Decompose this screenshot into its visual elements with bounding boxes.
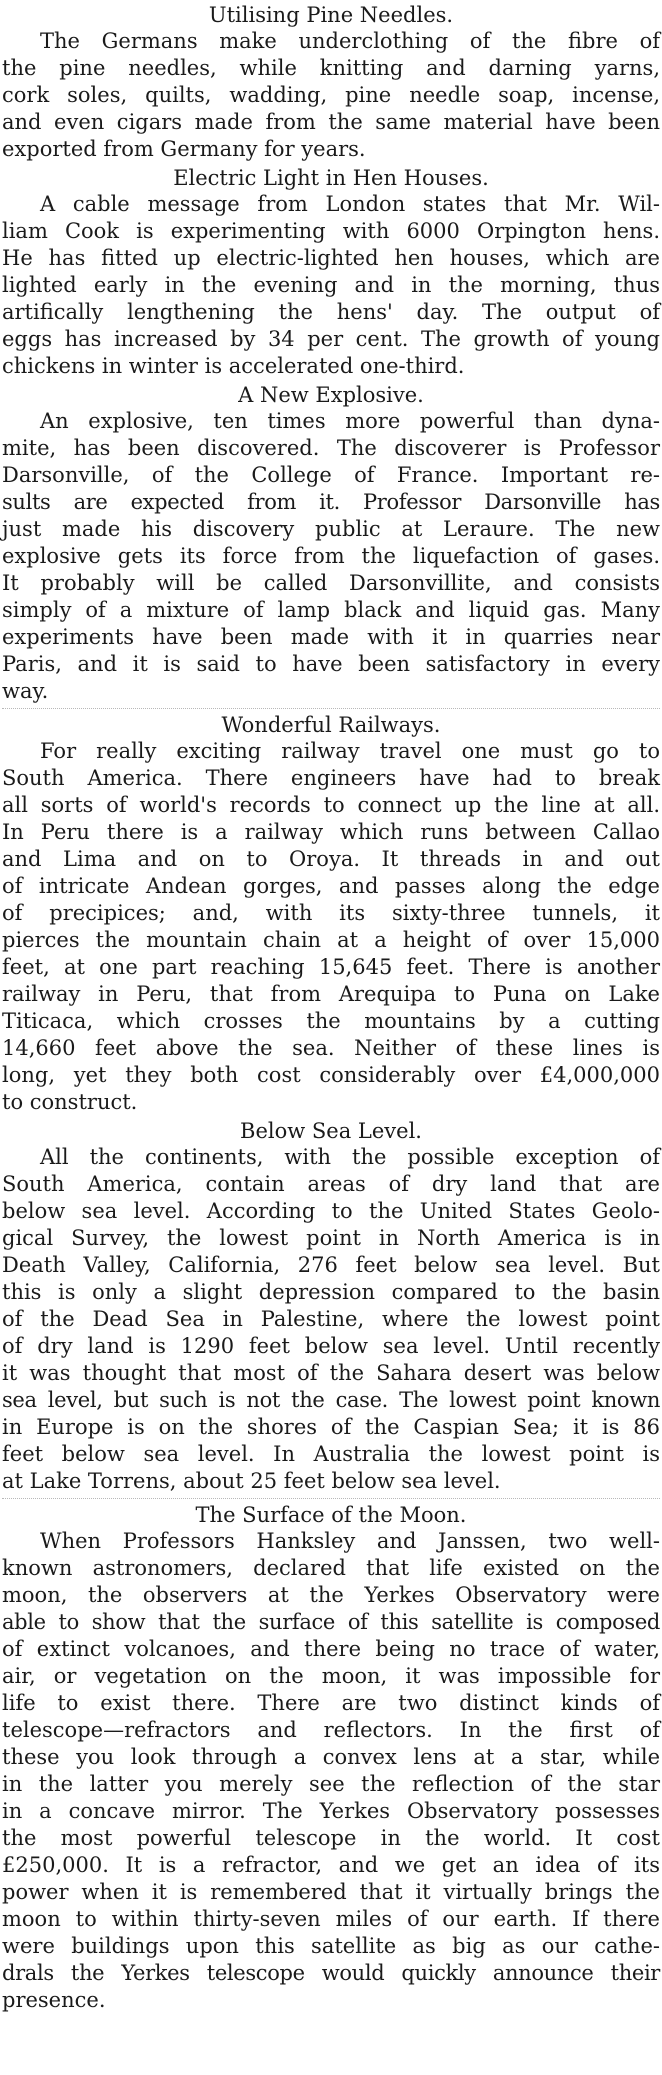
body-line: in Europe is on the shores of the Caspian Sea; it is 86: [2, 1415, 660, 1439]
body-line: power when it is remembered that it virtually brings the: [2, 1880, 660, 1904]
body-line: moon, the observers at the Yerkes Observatory were: [2, 1583, 660, 1607]
body-line: to construct.: [2, 1090, 138, 1114]
body-line: of the Dead Sea in Palestine, where the lowest point: [2, 1307, 660, 1331]
body-line: sea level, but such is not the case. The lowest point known: [2, 1388, 660, 1412]
body-line: artifically lengthening the hens' day. The output of: [2, 300, 660, 324]
body-line: simply of a mixture of lamp black and liquid gas. Many: [2, 598, 660, 622]
article-body: [2, 28, 660, 163]
body-line: An explosive, ten times more powerful than dyna-: [40, 409, 660, 433]
body-line: lighted early in the evening and in the morning, thus: [2, 273, 660, 297]
body-line: mite, has been discovered. The discoverer is Professor: [2, 436, 660, 460]
body-line: 14,660 feet above the sea. Neither of these lines is: [2, 1036, 660, 1060]
body-line: able to show that the surface of this satellite is composed: [2, 1610, 660, 1634]
article-the-surface-of-the-moon: [2, 1500, 660, 2014]
section-divider: [2, 708, 660, 709]
article-headline: The Surface of the Moon.: [195, 1503, 467, 1527]
body-line: the pine needles, while knitting and darning yarns,: [2, 56, 660, 80]
article-body: [2, 1144, 660, 1495]
body-line: and Lima and on to Oroya. It threads in and out: [2, 847, 660, 871]
body-line: life to exist there. There are two distinct kinds of: [2, 1691, 660, 1715]
body-line: moon to within thirty-seven miles of our earth. If there: [2, 1907, 660, 1931]
article-headline: Below Sea Level.: [240, 1119, 422, 1143]
body-line: explosive gets its force from the liquefaction of gases.: [2, 544, 660, 568]
body-line: cork soles, quilts, wadding, pine needle soap, incense,: [2, 83, 660, 107]
body-line: way.: [2, 679, 49, 703]
body-line: Darsonville, of the College of France. Important re-: [2, 463, 660, 487]
body-line: Death Valley, California, 276 feet below sea level. But: [2, 1253, 660, 1277]
body-line: just made his discovery public at Leraure. The new: [2, 517, 660, 541]
body-line: air, or vegetation on the moon, it was impossible for: [2, 1664, 660, 1688]
body-line: South America. There engineers have had to break: [2, 766, 660, 790]
body-line: of dry land is 1290 feet below sea level. Until recently: [2, 1334, 660, 1358]
body-line: It probably will be called Darsonvillite, and consists: [2, 571, 660, 595]
body-line: long, yet they both cost considerably over £4,000,000: [2, 1063, 660, 1087]
body-line: in a concave mirror. The Yerkes Observatory possesses: [2, 1799, 660, 1823]
body-line: and even cigars made from the same material have been: [2, 110, 660, 134]
body-line: All the continents, with the possible exception of: [40, 1145, 660, 1169]
body-line: pierces the mountain chain at a height of over 15,000: [2, 928, 660, 952]
body-line: eggs has increased by 34 per cent. The growth of young: [2, 327, 660, 351]
body-line: Titicaca, which crosses the mountains by a cutting: [2, 1009, 660, 1033]
article-utilising-pine-needles: [2, 0, 660, 163]
body-line: experiments have been made with it in quarries near: [2, 625, 660, 649]
body-line: feet below sea level. In Australia the lowest point is: [2, 1442, 660, 1466]
body-line: exported from Germany for years.: [2, 137, 366, 161]
body-line: telescope—refractors and reflectors. In the first of: [2, 1718, 660, 1742]
body-line: The Germans make underclothing of the fibre of: [40, 29, 660, 53]
body-line: He has fitted up electric-lighted hen houses, which are: [2, 246, 660, 270]
body-line: were buildings upon this satellite as big as our cathe-: [2, 1934, 660, 1958]
body-line: gical Survey, the lowest point in North America is in: [2, 1226, 660, 1250]
article-headline: Electric Light in Hen Houses.: [173, 166, 489, 190]
body-line: it was thought that most of the Sahara desert was below: [2, 1361, 660, 1385]
body-line: known astronomers, declared that life existed on the: [2, 1556, 660, 1580]
body-line: all sorts of world's records to connect up the line at all.: [2, 793, 660, 817]
body-line: the most powerful telescope in the world. It cost: [2, 1826, 660, 1850]
body-line: these you look through a convex lens at a star, while: [2, 1745, 660, 1769]
body-line: below sea level. According to the United States Geolo-: [2, 1199, 660, 1223]
article-body: [2, 738, 660, 1116]
body-line: liam Cook is experimenting with 6000 Orpington hens.: [2, 219, 660, 243]
body-line: chickens in winter is accelerated one-third.: [2, 354, 465, 378]
article-below-sea-level: [2, 1116, 660, 1495]
body-line: sults are expected from it. Professor Darsonville has: [2, 490, 660, 514]
body-line: A cable message from London states that Mr. Wil-: [40, 192, 660, 216]
article-headline: A New Explosive.: [238, 383, 424, 407]
article-wonderful-railways: [2, 710, 660, 1116]
body-line: at Lake Torrens, about 25 feet below sea level.: [2, 1469, 501, 1493]
article-electric-light-in-hen-houses: [2, 163, 660, 380]
article-body: [2, 1528, 660, 2014]
body-line: When Professors Hanksley and Janssen, two well-: [40, 1529, 660, 1553]
body-line: this is only a slight depression compared to the basin: [2, 1280, 660, 1304]
body-line: railway in Peru, that from Arequipa to Puna on Lake: [2, 982, 660, 1006]
article-headline: Utilising Pine Needles.: [208, 3, 454, 27]
body-line: drals the Yerkes telescope would quickly announce their: [2, 1961, 660, 1985]
article-body: [2, 191, 660, 380]
body-line: in the latter you merely see the reflection of the star: [2, 1772, 660, 1796]
body-line: of extinct volcanoes, and there being no trace of water,: [2, 1637, 660, 1661]
body-line: In Peru there is a railway which runs between Callao: [2, 820, 660, 844]
body-line: presence.: [2, 1988, 106, 2012]
body-line: South America, contain areas of dry land that are: [2, 1172, 660, 1196]
body-line: of intricate Andean gorges, and passes along the edge: [2, 874, 660, 898]
body-line: £250,000. It is a refractor, and we get an idea of its: [2, 1853, 660, 1877]
body-line: Paris, and it is said to have been satisfactory in every: [2, 652, 660, 676]
article-headline: Wonderful Railways.: [221, 713, 441, 737]
body-line: feet, at one part reaching 15,645 feet. There is another: [2, 955, 660, 979]
article-body: [2, 408, 660, 705]
section-divider: [2, 1498, 660, 1499]
body-line: of precipices; and, with its sixty-three tunnels, it: [2, 901, 660, 925]
body-line: For really exciting railway travel one must go to: [40, 739, 660, 763]
article-a-new-explosive: [2, 380, 660, 705]
